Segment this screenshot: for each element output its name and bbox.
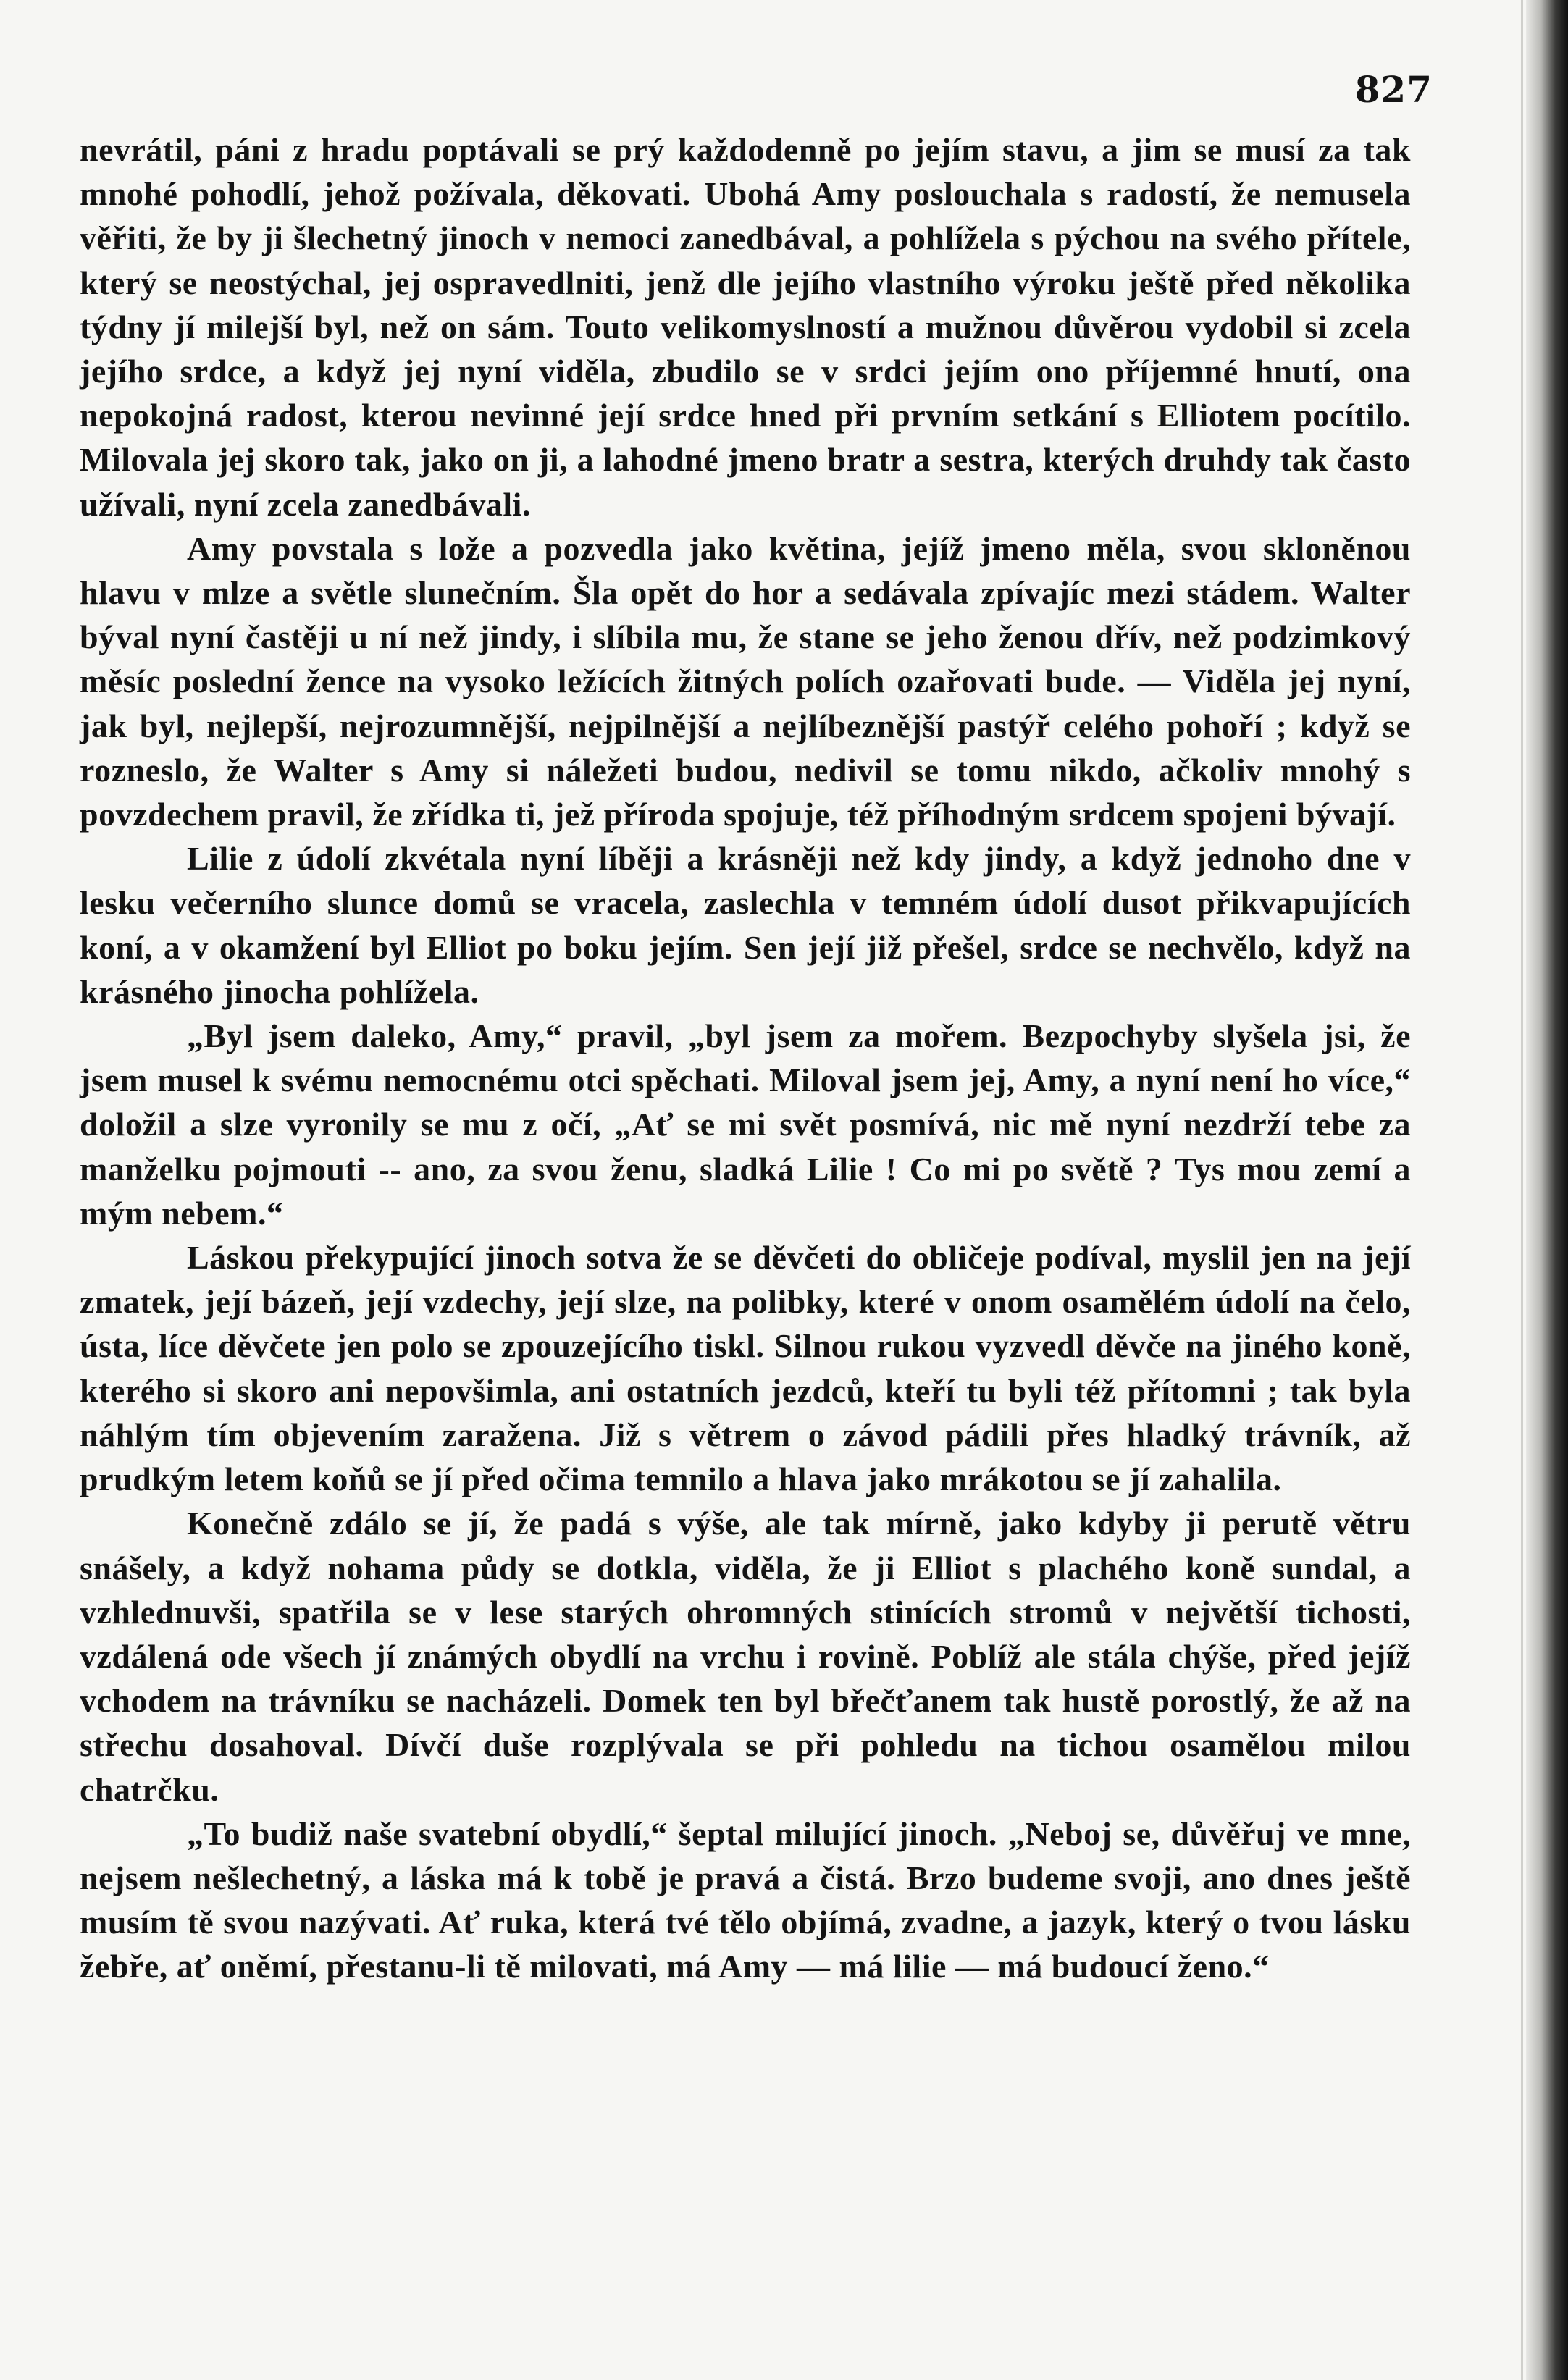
body-text [80, 127, 1411, 1989]
paragraph-5: Láskou překypující jinoch sotva že se děvčeti do obličeje podíval, myslil jen na její zmatek, její bázeň, její vzdechy, její slze, na polibky, které v onom osamělém údolí na čelo, ústa, líce děvčete jen polo se zpouzejícího tiskl. Silnou rukou vyzvedl děvče na jiného koně, kterého si skoro ani nepovšimla, ani ostatních jezdců, kteří tu byli též přítomni ; tak byla náhlým tím objevením zaražena. Již s větrem o závod pádili přes hladký trávník, až prudkým letem koňů se jí před očima temnilo a hlava jako mrákotou se jí zahalila. [80, 1239, 1411, 1498]
paragraph-7: „To budiž naše svatební obydlí,“ šeptal milující jinoch. „Neboj se, důvěřuj ve mne, nejsem nešlechetný, a láska má k tobě je pravá a čistá. Brzo budeme svoji, ano dnes ještě musím tě svou nazývati. Ať ruka, která tvé tělo objímá, zvadne, a jazyk, který o tvou lásku žebře, ať oněmí, přestanu-li tě milovati, má Amy — má lilie — má budoucí ženo.“ [80, 1815, 1411, 1985]
page-number: 827 [1354, 68, 1433, 111]
scan-dark-edge [1526, 0, 1568, 2380]
scan-edge-line [1521, 0, 1523, 2380]
paragraph-6: Konečně zdálo se jí, že padá s výše, ale tak mírně, jako kdyby ji perutě větru snášely, a když nohama půdy se dotkla, viděla, že ji Elliot s plachého koně sundal, a vzhlednuvši, spatřila se v lese starých ohromných stinících stromů v největší tichosti, vzdálená ode všech jí známých obydlí na vrchu i rovině. Poblíž ale stála chýše, před jejíž vchodem na trávníku se nacházeli. Domek ten byl břečťanem tak hustě porostlý, že až na střechu dosahoval. Dívčí duše rozplývala se při pohledu na tichou osamělou milou chatrčku. [80, 1505, 1411, 1808]
paragraph-2: Amy povstala s lože a pozvedla jako květina, jejíž jmeno měla, svou skloněnou hlavu v mlze a světle slunečním. Šla opět do hor a sedávala zpívajíc mezi stádem. Walter býval nyní častěji u ní než jindy, i slíbila mu, že stane se jeho ženou dřív, než podzimkový měsíc poslední žence na vysoko ležících žitných polích ozařovati bude. — Viděla jej nyní, jak byl, nejlepší, nejrozumnější, nejpilnější a nejlíbeznější pastýř celého pohoří ; když se rozneslo, že Walter s Amy si náležeti budou, nedivil se tomu nikdo, ačkoliv mnohý s povzdechem pravil, že zřídka ti, jež příroda spojuje, též příhodným srdcem spojeni bývají. [80, 529, 1411, 833]
paragraph-3: Lilie z údolí zkvétala nyní líběji a krásněji než kdy jindy, a když jednoho dne v lesku večerního slunce domů se vracela, zaslechla v temném údolí dusot přikvapujících koní, a v okamžení byl Elliot po boku jejím. Sen její již přešel, srdce se nechvělo, když na krásného jinocha pohlížela. [80, 840, 1411, 1010]
paragraph-1: nevrátil, páni z hradu poptávali se prý každodenně po jejím stavu, a jim se musí za tak mnohé pohodlí, jehož požívala, děkovati. Ubohá Amy poslouchala s radostí, že nemusela věřiti, že by ji šlechetný jinoch v nemoci zanedbával, a pohlížela s pýchou na svého přítele, který se neostýchal, jej ospravedlniti, jenž dle jejího vlastního výroku ještě před několika týdny jí milejší byl, než on sám. Touto velikomyslností a mužnou důvěrou vydobil si zcela jejího srdce, a když jej nyní viděla, zbudilo se v srdci jejím ono příjemné hnutí, ona nepokojná radost, kterou nevinné její srdce hned při prvním setkání s Elliotem pocítilo. Milovala jej skoro tak, jako on ji, a lahodné jmeno bratr a sestra, kterých druhdy tak často užívali, nyní zcela zanedbávali. [80, 131, 1411, 523]
paragraph-4: „Byl jsem daleko, Amy,“ pravil, „byl jsem za mořem. Bezpochyby slyšela jsi, že jsem musel k svému nemocnému otci spěchati. Miloval jsem jej, Amy, a nyní není ho více,“ doložil a slze vyronily se mu z očí, „Ať se mi svět posmívá, nic mě nyní nezdrží tebe za manželku pojmouti -- ano, za svou ženu, sladká Lilie ! Co mi po světě ? Tys mou zemí a mým nebem.“ [80, 1017, 1411, 1232]
